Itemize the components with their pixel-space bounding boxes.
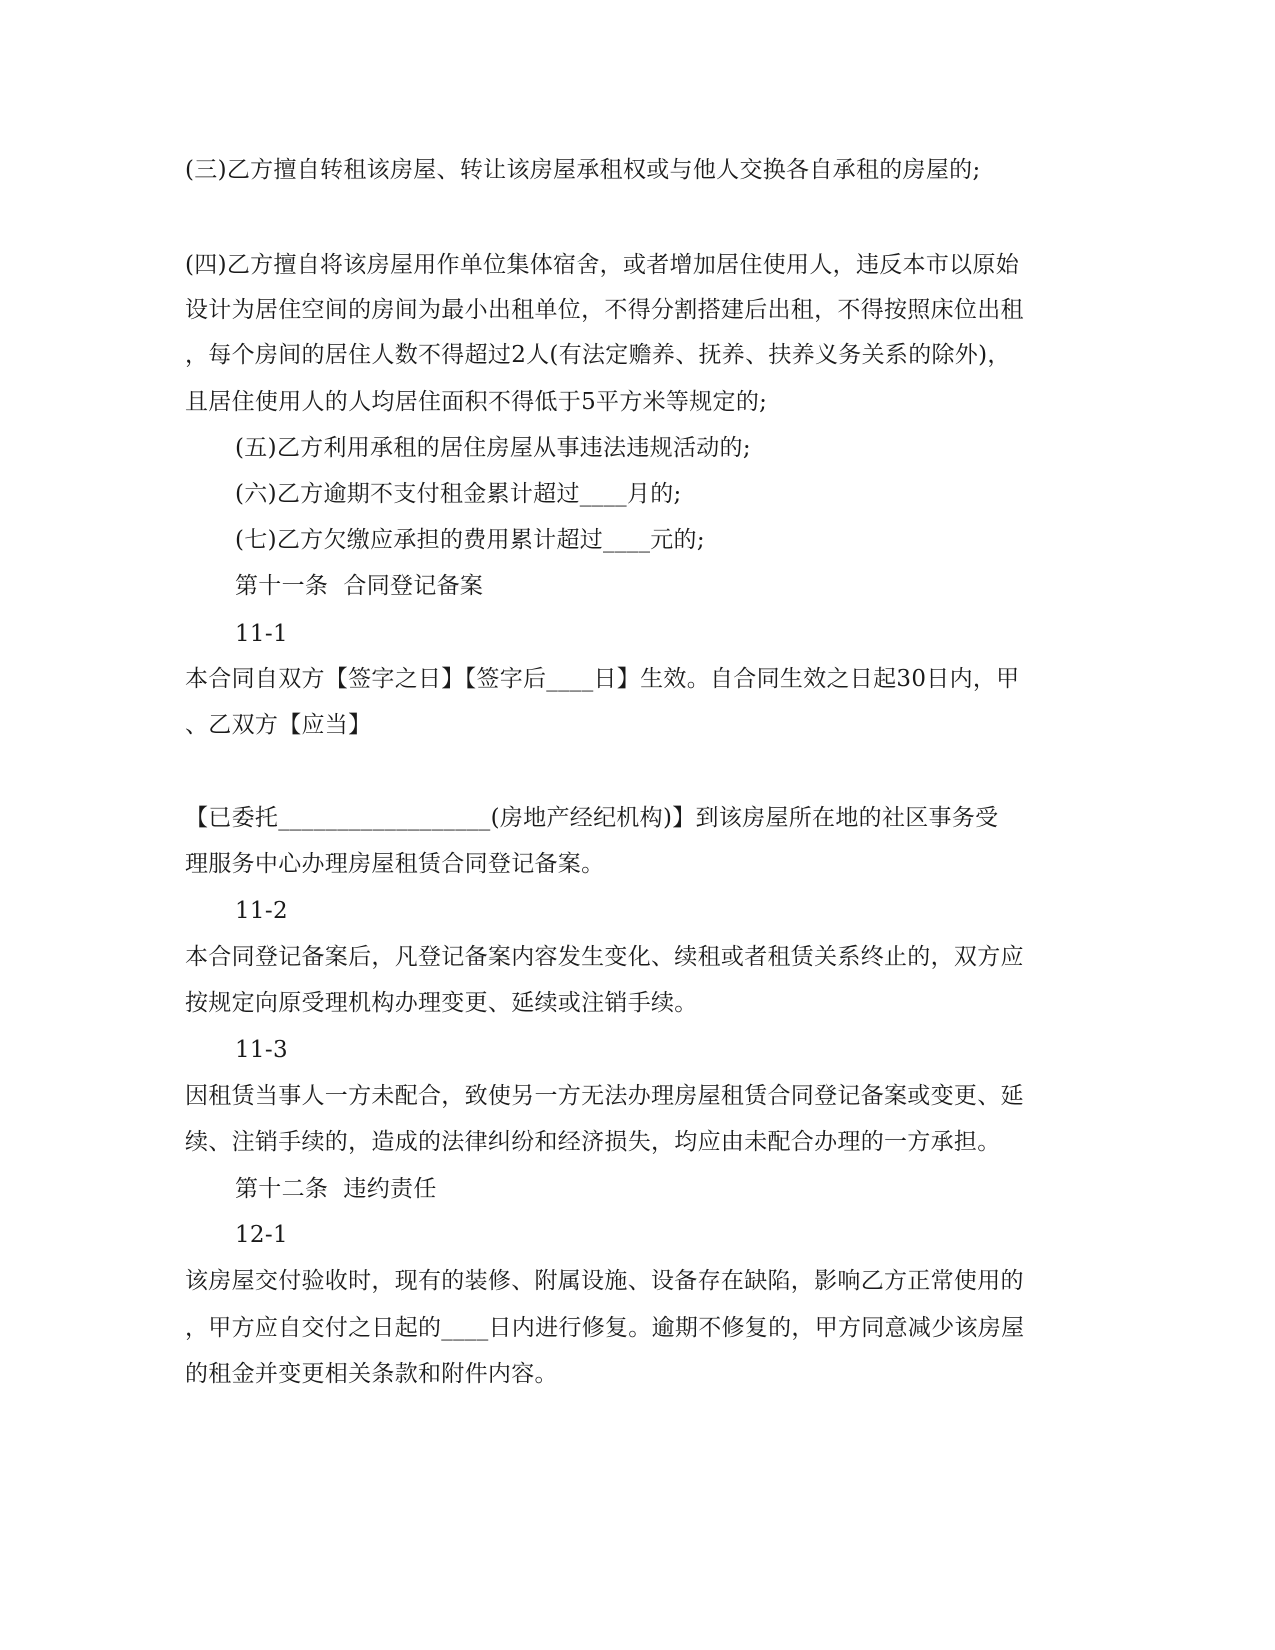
clause-10-item-7: (七)乙方欠缴应承担的费用累计超过____元的;	[235, 527, 705, 553]
clause-10-item-6: (六)乙方逾期不支付租金累计超过____月的;	[235, 481, 682, 507]
section-11-1-line-1: 本合同自双方【签字之日】【签字后____日】生效。自合同生效之日起30日内，甲	[185, 666, 1020, 692]
clause-10-item-3: (三)乙方擅自转租该房屋、转让该房屋承租权或与他人交换各自承租的房屋的;	[185, 157, 981, 183]
section-12-1-line-3: 的租金并变更相关条款和附件内容。	[185, 1361, 558, 1387]
clause-10-item-4-line-4: 且居住使用人的人均居住面积不得低于5平方米等规定的;	[185, 389, 768, 415]
article-12-heading: 第十二条 违约责任	[235, 1176, 437, 1202]
clause-10-item-5: (五)乙方利用承租的居住房屋从事违法违规活动的;	[235, 435, 751, 461]
section-11-2-line-2: 按规定向原受理机构办理变更、延续或注销手续。	[185, 990, 698, 1016]
section-12-1-label: 12-1	[235, 1222, 288, 1248]
article-11-heading: 第十一条 合同登记备案	[235, 573, 484, 599]
section-11-3-label: 11-3	[235, 1037, 288, 1063]
section-11-3-line-1: 因租赁当事人一方未配合，致使另一方无法办理房屋租赁合同登记备案或变更、延	[185, 1083, 1024, 1109]
clause-10-item-4-line-2: 设计为居住空间的房间为最小出租单位，不得分割搭建后出租，不得按照床位出租	[185, 297, 1024, 323]
section-11-1-line-2: 、乙双方【应当】	[185, 712, 372, 738]
section-11-1-line-3: 【已委托__________________(房地产经纪机构)】到该房屋所在地的社区事务受	[185, 805, 999, 831]
section-12-1-line-2: ，甲方应自交付之日起的____日内进行修复。逾期不修复的，甲方同意减少该房屋	[185, 1315, 1025, 1341]
clause-10-item-4-line-3: ，每个房间的居住人数不得超过2人(有法定赡养、抚养、扶养义务关系的除外)，	[185, 342, 1011, 368]
section-11-2-label: 11-2	[235, 898, 288, 924]
section-11-1-label: 11-1	[235, 621, 288, 647]
section-11-1-line-4: 理服务中心办理房屋租赁合同登记备案。	[185, 851, 605, 877]
section-11-2-line-1: 本合同登记备案后，凡登记备案内容发生变化、续租或者租赁关系终止的，双方应	[185, 944, 1024, 970]
section-12-1-line-1: 该房屋交付验收时，现有的装修、附属设施、设备存在缺陷，影响乙方正常使用的	[185, 1268, 1024, 1294]
section-11-3-line-2: 续、注销手续的，造成的法律纠纷和经济损失，均应由未配合办理的一方承担。	[185, 1129, 1001, 1155]
clause-10-item-4-line-1: (四)乙方擅自将该房屋用作单位集体宿舍，或者增加居住使用人，违反本市以原始	[185, 252, 1020, 278]
